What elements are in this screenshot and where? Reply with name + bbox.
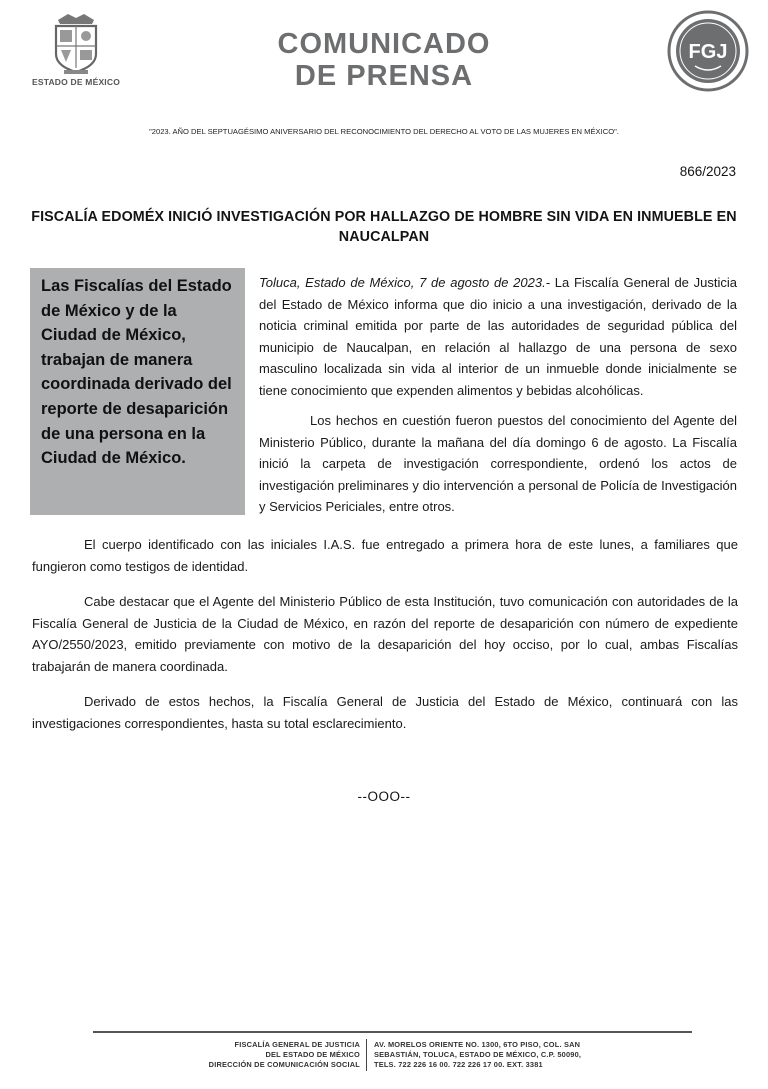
summary-box bbox=[30, 268, 245, 515]
coat-of-arms-icon bbox=[50, 10, 102, 76]
press-title-line-2: DE PRENSA bbox=[294, 60, 474, 92]
footer-institution bbox=[160, 1040, 360, 1070]
fgj-logo-text: FGJ bbox=[688, 41, 728, 63]
footer-address bbox=[374, 1040, 674, 1070]
dateline: Toluca, Estado de México, 7 de agosto de 2023.- bbox=[259, 275, 551, 290]
press-title-line-1: COMUNICADO bbox=[277, 28, 491, 60]
state-label: ESTADO DE MÉXICO bbox=[31, 77, 121, 87]
footer-right-line-1: AV. MORELOS ORIENTE NO. 1300, 6TO PISO, COL. SAN bbox=[374, 1040, 581, 1049]
paragraph-3: El cuerpo identificado con las iniciales I.A.S. fue entregado a primera hora de este lunes, a familiares que fungieron como testigos de identidad. bbox=[32, 537, 738, 574]
paragraph-4: Cabe destacar que el Agente del Ministerio Público de esta Institución, tuvo comunicación con autoridades de la Fiscalía General de Justicia de la Ciudad de México, en razón del reporte de desaparición con número de expediente AYO/2550/2023, emitido previamente con motivo de la desaparición del hoy occiso, por lo cual, ambas Fiscalías trabajarán de manera coordinada. bbox=[32, 594, 738, 674]
footer-right-line-2: SEBASTIÁN, TOLUCA, ESTADO DE MÉXICO, C.P. 50090, bbox=[374, 1050, 582, 1059]
paragraph-1-text: La Fiscalía General de Justicia del Estado de México informa que dio inicio a una investigación, derivado de la noticia criminal emitida por parte de las autoridades de seguridad pública del municipio de Naucalpan, en relación al hallazgo de una persona de sexo masculino localizada sin vida al interior de un inmueble donde inicialmente se tiene conocimiento que expenden alimentos y bebidas alcohólicas. bbox=[259, 275, 737, 398]
headline: FISCALÍA EDOMÉX INICIÓ INVESTIGACIÓN POR HALLAZGO DE HOMBRE SIN VIDA EN INMUEBLE EN NAUCALPAN bbox=[31, 209, 737, 245]
press-release-title bbox=[234, 28, 534, 92]
estado-de-mexico-logo bbox=[28, 10, 124, 87]
footer-divider bbox=[93, 1031, 692, 1033]
footer-left-line-3: DIRECCIÓN DE COMUNICACIÓN SOCIAL bbox=[208, 1060, 360, 1069]
footer-separator bbox=[366, 1039, 367, 1071]
paragraph-5: Derivado de estos hechos, la Fiscalía General de Justicia del Estado de México, continuará con las investigaciones correspondientes, hasta su total esclarecimiento. bbox=[32, 694, 738, 731]
paragraph-1 bbox=[259, 272, 737, 401]
footer-right-line-3: TELS. 722 226 16 00. 722 226 17 00. EXT. 3381 bbox=[374, 1060, 543, 1069]
footer-left-line-1: FISCALÍA GENERAL DE JUSTICIA bbox=[234, 1040, 360, 1049]
bulletin-number: 866/2023 bbox=[679, 164, 736, 179]
fgj-seal-logo bbox=[667, 10, 749, 92]
footer-left-line-2: DEL ESTADO DE MÉXICO bbox=[265, 1050, 360, 1059]
year-motto: "2023. AÑO DEL SEPTUAGÉSIMO ANIVERSARIO DEL RECONOCIMIENTO DEL DERECHO AL VOTO DE LAS MUJERES EN MÉXICO". bbox=[149, 127, 619, 136]
summary-text: Las Fiscalías del Estado de México y de la Ciudad de México, trabajan de manera coordinada derivado del reporte de desaparición de una persona en la Ciudad de México. bbox=[41, 277, 232, 468]
paragraph-2: Los hechos en cuestión fueron puestos del conocimiento del Agente del Ministerio Público, durante la mañana del día domingo 6 de agosto. La Fiscalía inició la carpeta de investigación correspondiente, ordenó los actos de investigación preliminares y dio intervención a personal de Policía de Investigación y Servicios Periciales, entre otros. bbox=[259, 413, 737, 514]
closing-mark: --OOO-- bbox=[357, 789, 411, 804]
